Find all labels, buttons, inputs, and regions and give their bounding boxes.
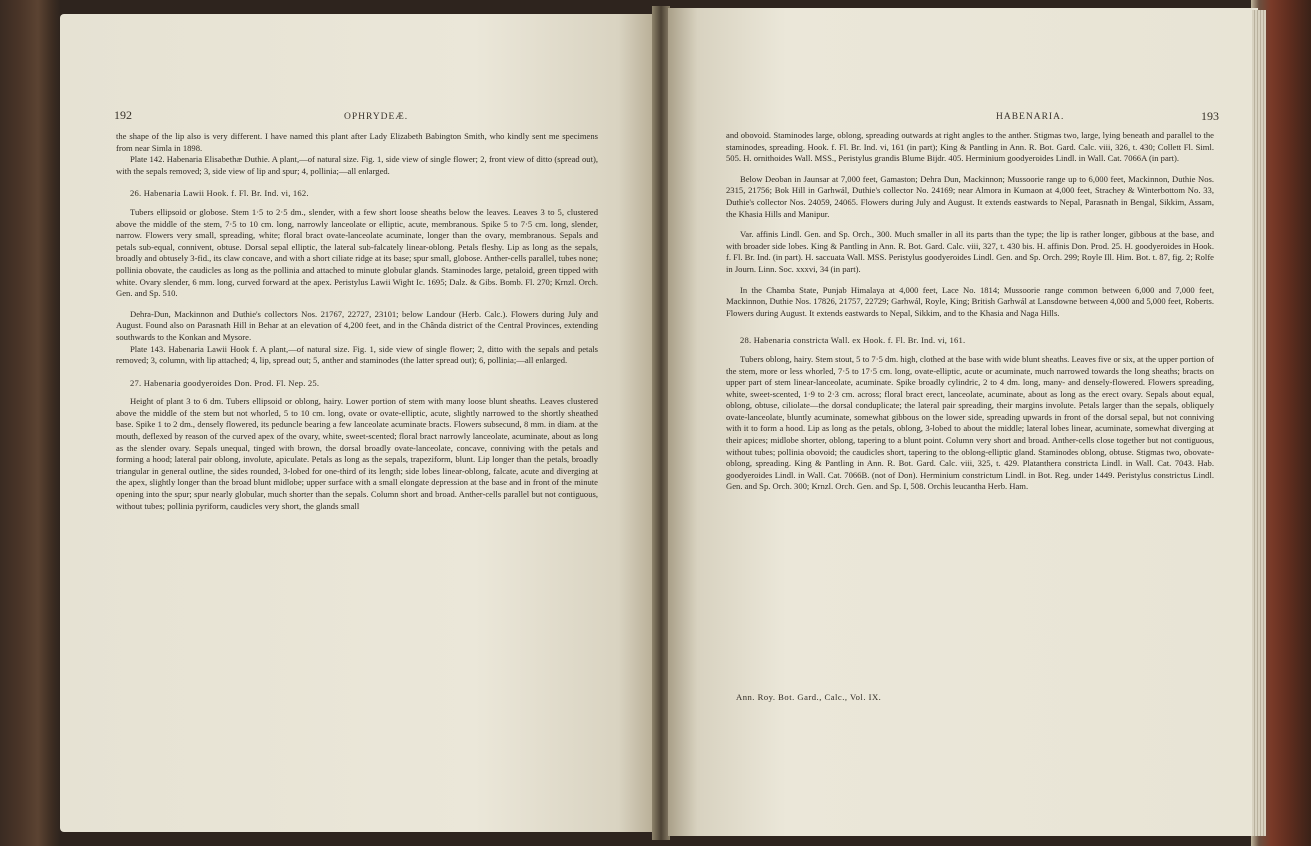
locality-paragraph: In the Chamba State, Punjab Himalaya at 4,000 feet, Lace No. 1814; Mussoorie range common between 6,000 and 7,000 feet, Mackinnon, Duthie Nos. 17826, 21757, 22729; Garhwál, Royle, King; British Garhwál at Lansdowne between 4,000 and 5,000 feet, Roberts. Flowers during August. It extends eastwards to Nepal, Sikkim, and to the Khasia and Naga Hills. bbox=[726, 284, 1214, 318]
description-paragraph: Tubers ellipsoid or globose. Stem 1·5 to 2·5 dm., slender, with a few short loose sheaths below the leaves. Leaves 3 to 5, clustered above the middle of the stem, 7·5 to 10 cm. long, narrowly lanceolate or elliptic, acute, membranous. Spike 5 to 7·5 cm. long, slender, narrow. Flowers very small, spreading, white; floral bract ovate-lanceolate acuminate, longer than the ovary, membranous. Sepals and petals sub-equal, connivent, obtuse. Dorsal sepal elliptic, the lateral sub-falcately linear-oblong. Petals fleshy. Lip as long as the sepals, broadly and obtusely 3-fid., its claw concave, and with a short ciliate ridge at its base; spur small, globose. Anther-cells parallel, tubes none; pollinia obovate, the caudicles as long as the pollinia and attached to minute globular glands. Staminodes large, petaloid, green tipped with white. Ovary slender, 6 mm. long, curved forward at the apex. Peristylus Lawii Wight Ic. 1695; Dalz. & Gibs. Bomb. Fl. 270; Krnzl. Orch. Gen. and Sp. 510. bbox=[116, 206, 598, 299]
running-head: OPHRYDEÆ. bbox=[344, 112, 409, 122]
page-edges bbox=[1252, 10, 1266, 836]
paragraph: the shape of the lip also is very different. I have named this plant after Lady Elizabeth Babington Smith, who kindly sent me specimens from near Simla in 1898. bbox=[116, 131, 598, 153]
section-heading: 28. Habenaria constricta Wall. ex Hook. f. Fl. Br. Ind. vi, 161. bbox=[740, 335, 966, 346]
locality-paragraph: Dehra-Dun, Mackinnon and Duthie's collectors Nos. 21767, 22727, 23101; below Landour (Herb. Calc.). Flowers during July and August. Found also on Parasnath Hill in Behar at an elevation of 4,200 feet, and in the Chânda district of the Central Provinces, extending southwards to the Konkan and Mysore. bbox=[116, 308, 598, 342]
right-page bbox=[668, 8, 1258, 836]
section-heading: 26. Habenaria Lawii Hook. f. Fl. Br. Ind. vi, 162. bbox=[130, 188, 309, 199]
variety-paragraph: Var. affinis Lindl. Gen. and Sp. Orch., 300. Much smaller in all its parts than the type; the lip is rather longer, gibbous at the base, and with broader side lobes. King & Pantling in Ann. R. Bot. Gard. Calc. viii, 327, t. 430 bis. H. affinis Don. Prod. 25. H. goodyeroides in Hook. f. Fl. Br. Ind. (in part). H. saccuata Wall. MSS. Peristylus goodyeroides Lindl. Gen. and Sp. Orch. 299; Royle Ill. Him. Bot. t. 87, fig. 2; Rolfe in Journ. Linn. Soc. xxxvi, 34 (in part). bbox=[726, 229, 1214, 274]
plate-caption: Plate 142. Habenaria Elisabethæ Duthie. A plant,—of natural size. Fig. 1, side view of single flower; 2, front view of ditto (spread out), with the sepals removed; 3, side view of lip and spur; 4, pollinia;—all enlarged. bbox=[116, 154, 598, 176]
description-paragraph: Height of plant 3 to 6 dm. Tubers ellipsoid or oblong, hairy. Lower portion of stem with many loose blunt sheaths. Leaves clustered above the middle of the stem but not whorled, 5 to 10 cm. long, ovate or ovate-elliptic, acute, slightly narrowed to the shortly sheathed base. Spike 1 to 2 dm., densely flowered, its peduncle bearing a few lanceolate acuminate bracts. Flowers subsecund, 8 mm. in diam. at the mouth, deflexed by reason of the curved apex of the ovary, white, sweet-scented; floral bract narrowly lanceolate, acuminate, about as long as the slender ovary. Sepals unequal, tinged with brown, the dorsal broadly ovate-lanceolate, concave, conniving with the petals and forming a hood; lateral pair oblong, involute, apiculate. Petals as long as the sepals, trapeziform, blunt. Lip longer than the petals, broadly triangular in general outline, the sides rounded, 3-lobed for one-third of its length; side lobes linear-oblong, falcate, acute and diverging at the apex, slightly longer than the broad blunt midlobe; upper surface with a small elongate depression at the base and in front of the minute opening into the spur; spur nearly globular, much shorter than the sepals. Column short and broad. Anther-cells parallel but not contiguous, without tubes; pollinia pyriform, caudicles very short, the glands small bbox=[116, 396, 598, 511]
right-text-column bbox=[726, 130, 1214, 493]
running-head: HABENARIA. bbox=[996, 112, 1065, 122]
description-paragraph: Tubers oblong, hairy. Stem stout, 5 to 7·5 dm. high, clothed at the base with wide blunt sheaths. Leaves five or six, at the upper portion of the stem, more or less whorled, 7·5 to 17·5 cm. long, ovate-elliptic, acute or acuminate, much narrowed towards the long sheaths; bracts on upper part of stem linear-lanceolate, acuminate. Spike broadly cylindric, 2 to 4 dm. long, many- and densely-flowered. Flowers spreading, white, sweet-scented, 1·9 to 2·3 cm. across; floral bract erect, lanceolate, acuminate, about as long as the erect ovary. Sepals about equal, oblong, obtuse, ciliolate—the dorsal conduplicate; the lateral pair spreading, their margins involute. Petals larger than the sepals, obliquely ovate-lanceolate, bluntly acuminate, somewhat gibbous on the lower side, spreading upwards in front of the dorsal sepal, but not conniving with it to form a hood. Lip as long as the petals, oblong, 3-lobed to about the middle; lateral lobes linear, acuminate, somewhat diverging at their apices; midlobe shorter, oblong, tapering to a blunt point. Column very short and broad. Anther-cells close together but not contiguous, without tubes; pollinia obovoid; the caudicles short, tapering to the oblong-elliptic gland. Staminodes oblong, obtuse. Stigmas two, obovate-oblong, spreading. King & Pantling in Ann. R. Bot. Gard. Calc. viii, 325, t. 429. Platanthera constricta Lindl. in Wall. Cat. 7043. Hab. goodyeroides Lindl. in Wall. Cat. 7066B. (not of Don). Herminium constrictum Lindl. in Bot. Reg. under 1449. Peristylus constrictus Lindl. Gen. and Sp. Orch. 300; Krnzl. Orch. Gen. and Sp. I, 508. Orchis leucantha Herb. Ham. bbox=[726, 353, 1214, 492]
page-number: 192 bbox=[114, 108, 132, 122]
paragraph: and obovoid. Staminodes large, oblong, spreading outwards at right angles to the anther. Stigmas two, large, lying beneath and parallel to the staminodes, spreading. Hook. f. Fl. Br. Ind. vi, 161 (in part); King & Pantling in Ann. R. Bot. Gard. Calc. viii, 326, t. 430; Collett Fl. Siml. 505. H. ornithoides Wall. MSS., Peristylus grandis Blume Bijdr. 405. Herminium goodyeroides Lindl. in Wall. Cat. 7066A (in part). bbox=[726, 130, 1214, 164]
page-number: 193 bbox=[1201, 109, 1219, 123]
section-heading: 27. Habenaria goodyeroides Don. Prod. Fl. Nep. 25. bbox=[130, 377, 320, 388]
footer-credit: Ann. Roy. Bot. Gard., Calc., Vol. IX. bbox=[736, 692, 882, 702]
locality-paragraph: Below Deoban in Jaunsar at 7,000 feet, Gamaston; Dehra Dun, Mackinnon; Mussoorie range up to 6,000 feet, Mackinnon, Duthie Nos. 2315, 21756; Bok Hill in Garhwál, Duthie's collector No. 24169; near Almora in Kumaon at 4,000 feet, Strachey & Winterbottom No. 33, Duthie's collector Nos. 24059, 24065. Flowers during July and August. It extends eastwards to Nepal, Parasnath in Bengal, Sikkim, Assam, the Khasia Hills and Manipur. bbox=[726, 173, 1214, 219]
plate-caption: Plate 143. Habenaria Lawii Hook f. A plant,—of natural size. Fig. 1, side view of single flower; 2, ditto with the sepals and petals removed; 3, column, with lip attached; 4, lip, spread out; 5, anther and staminodes (the latter spread out); 6, pollinia;—all enlarged. bbox=[116, 343, 598, 366]
left-page bbox=[60, 14, 654, 832]
left-text-column bbox=[116, 131, 598, 512]
